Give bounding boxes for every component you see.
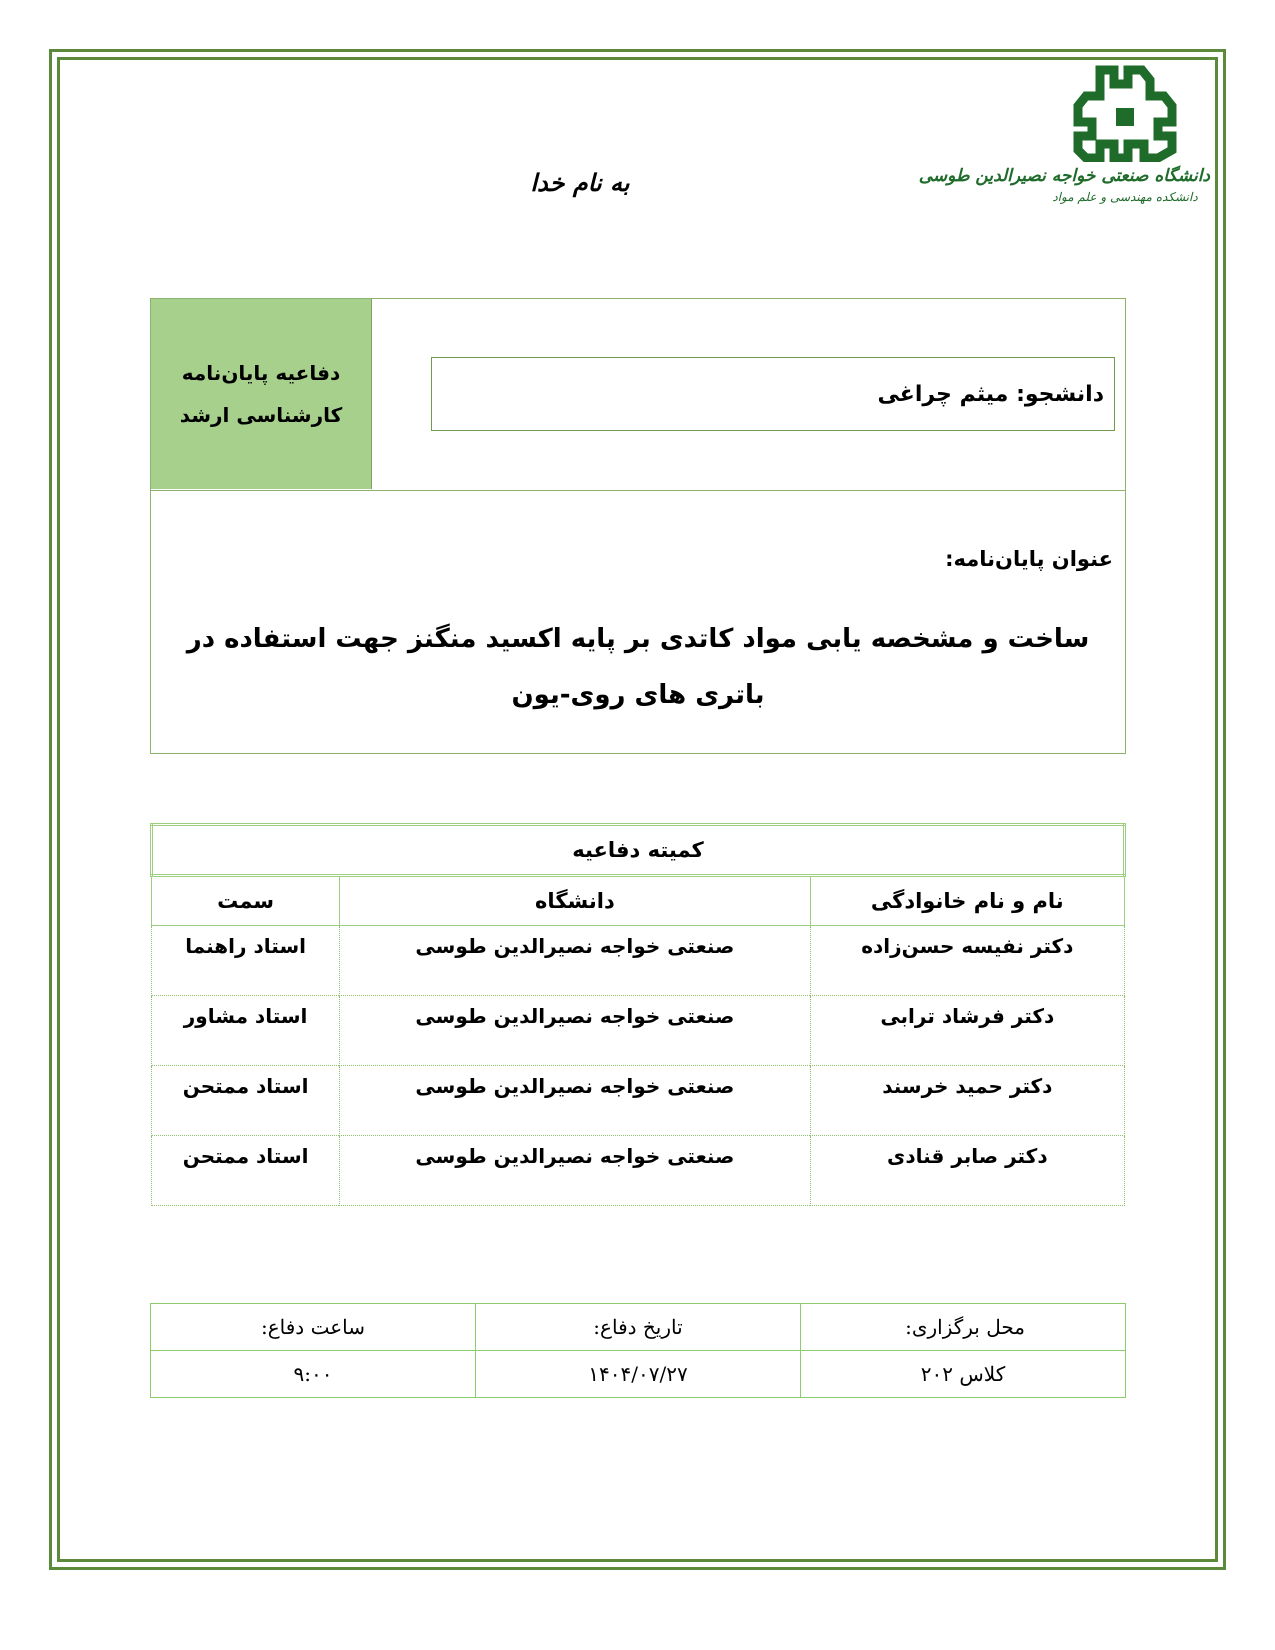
time-value: ۹:۰۰	[151, 1351, 476, 1398]
thesis-title-label: عنوان پایان‌نامه:	[945, 547, 1113, 571]
member-role: استاد راهنما	[152, 926, 340, 996]
student-name-box	[431, 357, 1115, 431]
committee-table	[150, 823, 1126, 1206]
date-value: ۱۴۰۴/۰۷/۲۷	[476, 1351, 801, 1398]
venue-label: محل برگزاری:	[801, 1304, 1126, 1351]
time-label: ساعت دفاع:	[151, 1304, 476, 1351]
university-logo-icon	[1070, 62, 1180, 162]
date-label: تاریخ دفاع:	[476, 1304, 801, 1351]
member-role: استاد مشاور	[152, 996, 340, 1066]
committee-caption: کمیته دفاعیه	[152, 825, 1125, 876]
venue-value: کلاس ۲۰۲	[801, 1351, 1126, 1398]
table-row	[152, 996, 1125, 1066]
thesis-info-box	[150, 298, 1126, 754]
thesis-header-row	[151, 299, 1125, 491]
faculty-name: دانشکده مهندسی و علم مواد	[1052, 190, 1198, 204]
student-name: دانشجو: میثم چراغی	[877, 381, 1104, 407]
member-university: صنعتی خواجه نصیرالدین طوسی	[340, 1066, 810, 1136]
university-name: دانشگاه صنعتی خواجه نصیرالدین طوسی	[918, 166, 1210, 186]
table-row	[152, 1136, 1125, 1206]
defense-type-line2: کارشناسی ارشد	[179, 403, 343, 427]
member-name: دکتر فرشاد ترابی	[810, 996, 1124, 1066]
defense-info-values	[151, 1351, 1126, 1398]
member-name: دکتر حمید خرسند	[810, 1066, 1124, 1136]
defense-type-cell	[151, 299, 372, 489]
table-row	[152, 926, 1125, 996]
university-logo	[918, 62, 1210, 242]
column-header-name: نام و نام خانوادگی	[810, 876, 1124, 926]
committee-header-row	[152, 876, 1125, 926]
defense-type-line1: دفاعیه پایان‌نامه	[181, 361, 341, 385]
member-name: دکتر نفیسه حسن‌زاده	[810, 926, 1124, 996]
member-university: صنعتی خواجه نصیرالدین طوسی	[340, 1136, 810, 1206]
column-header-university: دانشگاه	[340, 876, 810, 926]
thesis-title: ساخت و مشخصه یابی مواد کاتدی بر پایه اکسید منگنز جهت استفاده در باتری های روی-یون	[186, 624, 1090, 710]
member-role: استاد ممتحن	[152, 1136, 340, 1206]
member-university: صنعتی خواجه نصیرالدین طوسی	[340, 926, 810, 996]
member-role: استاد ممتحن	[152, 1066, 340, 1136]
table-row	[152, 1066, 1125, 1136]
defense-info-table	[150, 1303, 1126, 1398]
member-university: صنعتی خواجه نصیرالدین طوسی	[340, 996, 810, 1066]
defense-info-labels	[151, 1304, 1126, 1351]
member-name: دکتر صابر قنادی	[810, 1136, 1124, 1206]
column-header-role: سمت	[152, 876, 340, 926]
basmala: به نام خدا	[530, 168, 630, 197]
